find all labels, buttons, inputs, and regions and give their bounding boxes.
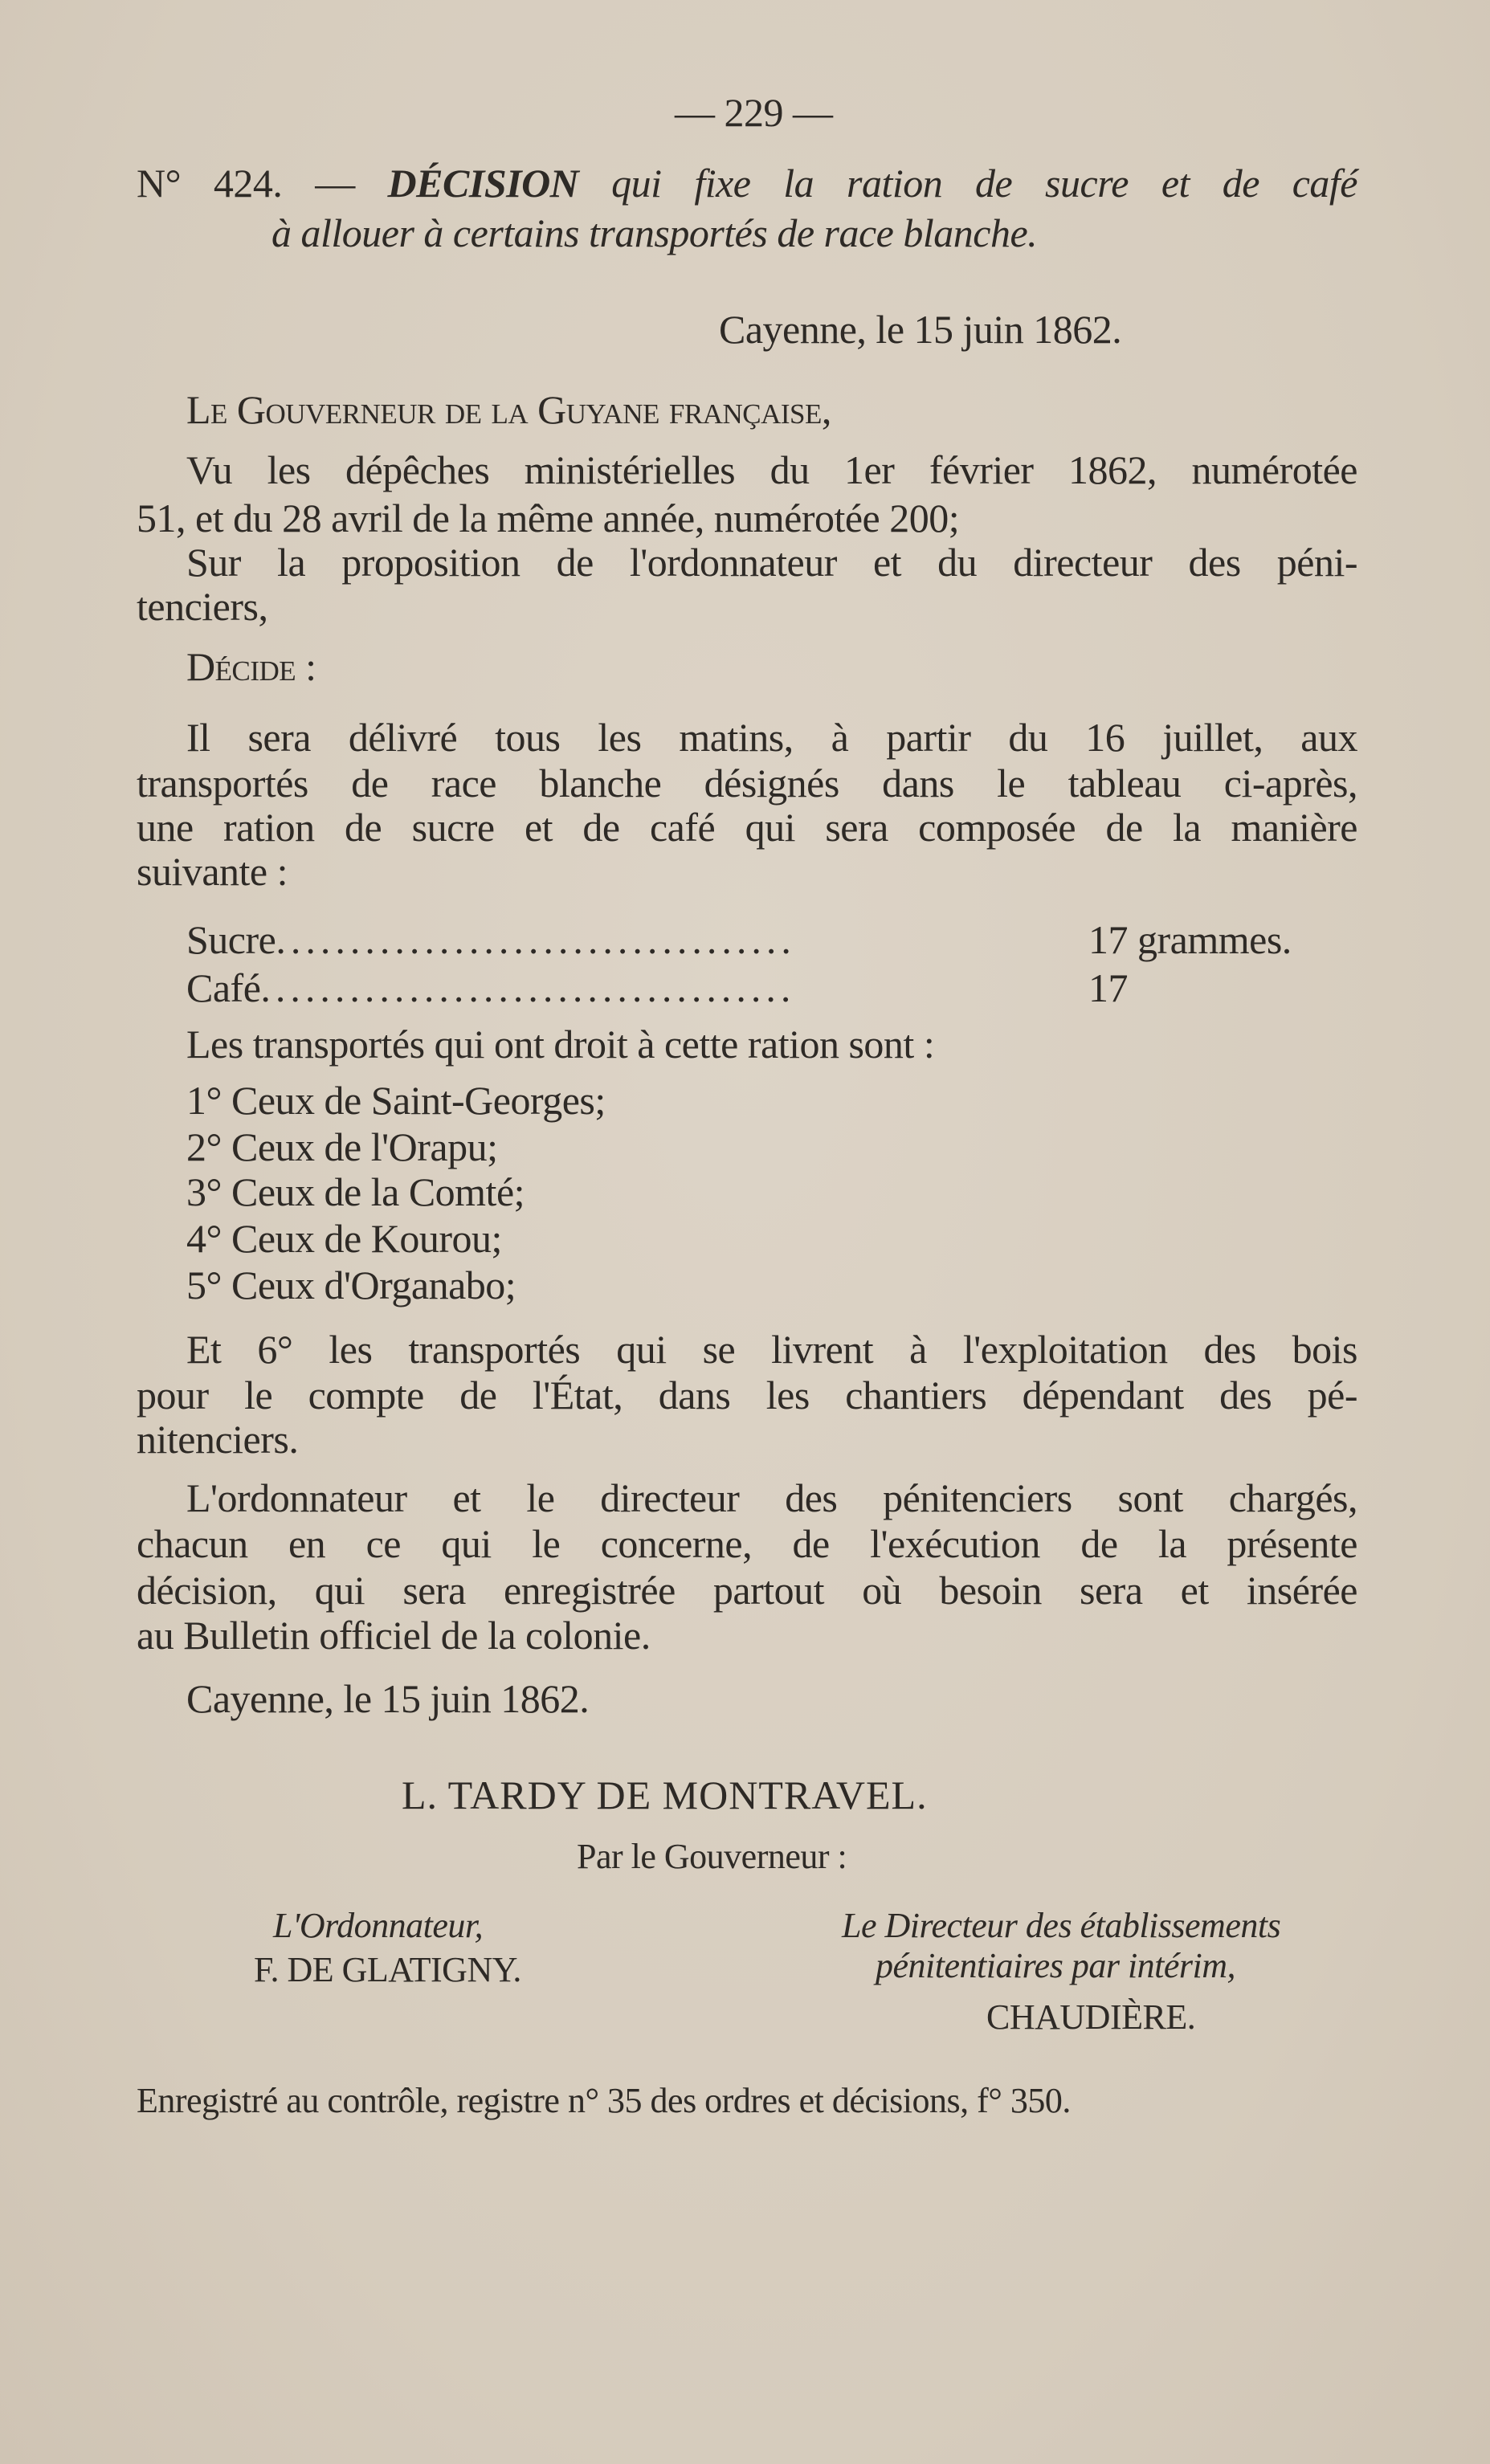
- page-number: — 229 —: [675, 90, 833, 135]
- body-line: Sur la proposition de l'ordonnateur et du directeur des péni-: [186, 540, 1357, 585]
- right-signature-title-1: Le Directeur des établissements: [842, 1906, 1281, 1945]
- list-item: 3° Ceux de la Comté;: [186, 1169, 525, 1214]
- body-line: Vu les dépêches ministérielles du 1er février 1862, numérotée: [186, 447, 1357, 492]
- body-line: Le Gouverneur de la Guyane française,: [186, 387, 831, 432]
- right-signature-title-2: pénitentiaires par intérim,: [876, 1946, 1236, 1985]
- body-line: nitenciers.: [137, 1417, 299, 1462]
- title-line-1: [137, 161, 1357, 206]
- ration-item: Sucre: [186, 917, 276, 962]
- title-line-2: à allouer à certains transportés de race blanche.: [271, 210, 1038, 255]
- body-line: pour le compte de l'État, dans les chantiers dépendant des pé-: [137, 1373, 1357, 1418]
- right-signature-name: CHAUDIÈRE.: [986, 1997, 1196, 2037]
- leader-dots: ....................................: [260, 965, 796, 1010]
- decision-number: N° 424. —: [137, 161, 355, 206]
- signatory: L. TARDY DE MONTRAVEL.: [402, 1773, 928, 1817]
- list-intro: Les transportés qui ont droit à cette ration sont :: [186, 1022, 935, 1067]
- body-line: décision, qui sera enregistrée partout où besoin sera et insérée: [137, 1568, 1357, 1613]
- body-line: Et 6° les transportés qui se livrent à l'exploitation des bois: [186, 1327, 1357, 1372]
- body-line: 51, et du 28 avril de la même année, numérotée 200;: [137, 496, 960, 541]
- body-line: Il sera délivré tous les matins, à partir du 16 juillet, aux: [186, 715, 1357, 760]
- body-line: tenciers,: [137, 584, 268, 629]
- list-item: 2° Ceux de l'Orapu;: [186, 1124, 498, 1169]
- list-item: 5° Ceux d'Organabo;: [186, 1263, 516, 1307]
- ration-qty: 17: [1088, 965, 1128, 1010]
- closing-date: Cayenne, le 15 juin 1862.: [186, 1676, 590, 1721]
- place-date: Cayenne, le 15 juin 1862.: [719, 307, 1122, 352]
- registration-note: Enregistré au contrôle, registre n° 35 des ordres et décisions, f° 350.: [137, 2081, 1071, 2120]
- body-line: chacun en ce qui le concerne, de l'exécution de la présente: [137, 1521, 1357, 1566]
- left-signature-name: F. DE GLATIGNY.: [254, 1950, 521, 1989]
- body-line: transportés de race blanche désignés dans le tableau ci-après,: [137, 761, 1357, 806]
- body-line: suivante :: [137, 849, 288, 894]
- list-item: 1° Ceux de Saint-Georges;: [186, 1078, 606, 1123]
- ration-qty: 17 grammes.: [1088, 917, 1292, 962]
- ration-row-coffee: [186, 965, 1311, 1010]
- body-line: au Bulletin officiel de la colonie.: [137, 1613, 651, 1658]
- title-text: qui fixe la ration de sucre et de café: [611, 161, 1357, 206]
- body-line: une ration de sucre et de café qui sera composée de la manière: [137, 805, 1357, 850]
- par-le-gouverneur: Par le Gouverneur :: [577, 1837, 847, 1876]
- left-signature-title: L'Ordonnateur,: [273, 1906, 484, 1945]
- body-line: L'ordonnateur et le directeur des pénitenciers sont chargés,: [186, 1475, 1357, 1520]
- ration-item: Café: [186, 965, 261, 1010]
- decide-heading: Décide :: [186, 644, 316, 689]
- list-item: 4° Ceux de Kourou;: [186, 1216, 502, 1261]
- decision-label: DÉCISION: [387, 161, 579, 206]
- leader-dots: ...................................: [276, 917, 796, 962]
